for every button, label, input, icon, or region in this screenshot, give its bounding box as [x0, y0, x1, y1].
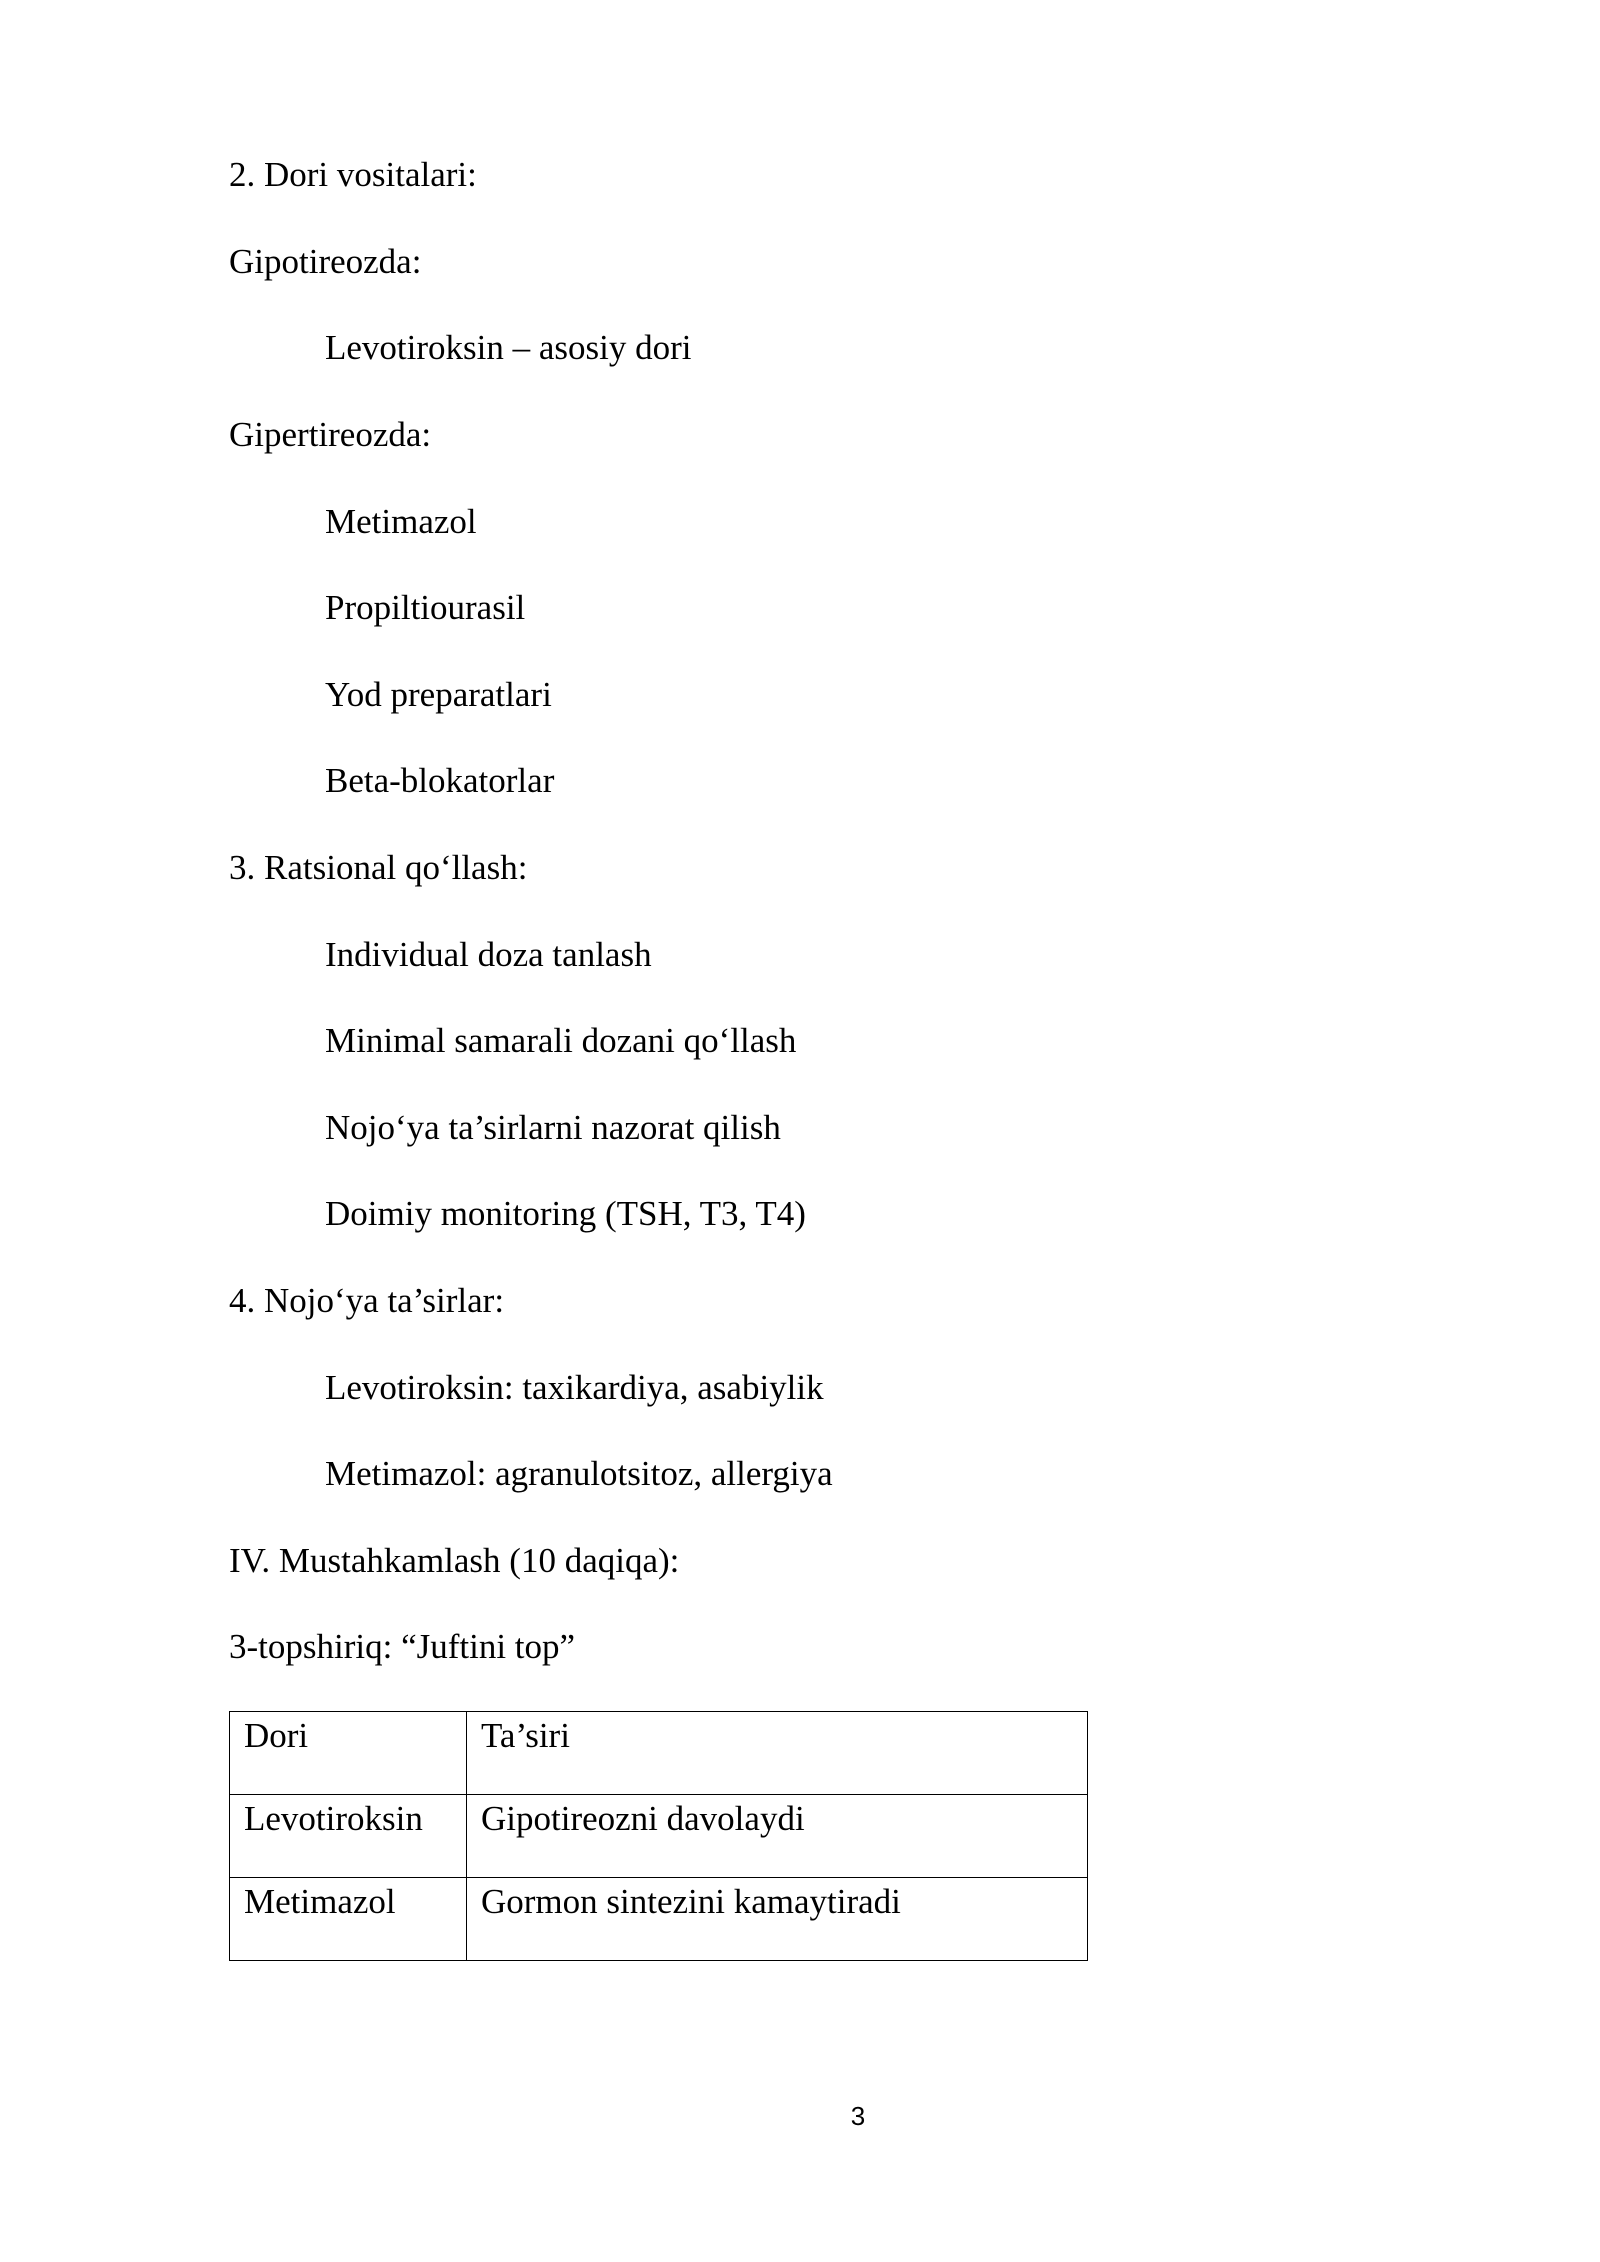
- subheading-hyperthyroidism: Gipertireozda:: [229, 415, 432, 454]
- task-heading: 3-topshiriq: “Juftini top”: [229, 1627, 576, 1666]
- list-item: Minimal samarali dozani qo‘llash: [325, 1021, 797, 1060]
- section-heading-drugs: 2. Dori vositalari:: [229, 155, 477, 194]
- list-item: Metimazol: [325, 502, 477, 541]
- list-item: Yod preparatlari: [325, 675, 552, 714]
- table-row: [230, 1712, 1088, 1795]
- section-heading-reinforcement: IV. Mustahkamlash (10 daqiqa):: [229, 1541, 680, 1580]
- page-number: 3: [850, 2101, 866, 2131]
- matching-table: [229, 1711, 1088, 1961]
- list-item: Propiltiourasil: [325, 588, 526, 627]
- list-item: Individual doza tanlash: [325, 935, 652, 974]
- table-row: [230, 1878, 1088, 1961]
- list-item: Beta-blokatorlar: [325, 761, 555, 800]
- table-cell: Metimazol: [230, 1878, 467, 1961]
- table-header-drug: Dori: [230, 1712, 467, 1795]
- list-item: Levotiroksin – asosiy dori: [325, 328, 692, 367]
- section-heading-side-effects: 4. Nojo‘ya ta’sirlar:: [229, 1281, 505, 1320]
- section-heading-rational-use: 3. Ratsional qo‘llash:: [229, 848, 528, 887]
- list-item: Nojo‘ya ta’sirlarni nazorat qilish: [325, 1108, 781, 1147]
- table-cell: Gormon sintezini kamaytiradi: [467, 1878, 1088, 1961]
- table-header-effect: Ta’siri: [467, 1712, 1088, 1795]
- table-cell: Levotiroksin: [230, 1795, 467, 1878]
- table-row: [230, 1795, 1088, 1878]
- subheading-hypothyroidism: Gipotireozda:: [229, 242, 422, 281]
- list-item: Levotiroksin: taxikardiya, asabiylik: [325, 1368, 824, 1407]
- list-item: Doimiy monitoring (TSH, T3, T4): [325, 1194, 806, 1233]
- list-item: Metimazol: agranulotsitoz, allergiya: [325, 1454, 833, 1493]
- table-cell: Gipotireozni davolaydi: [467, 1795, 1088, 1878]
